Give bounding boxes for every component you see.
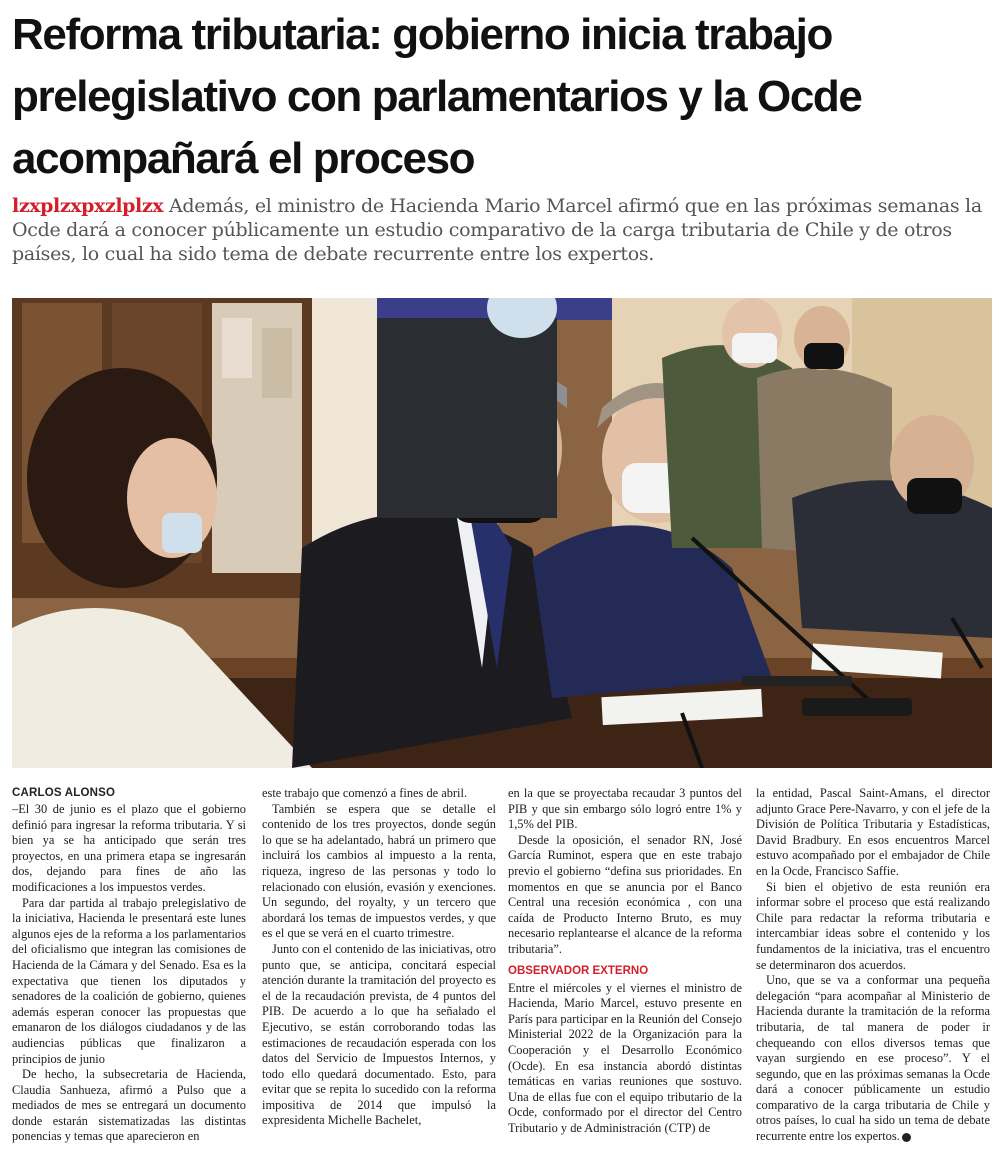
column-3 bbox=[508, 786, 742, 1166]
subhead: OBSERVADOR EXTERNO bbox=[508, 964, 649, 977]
deck-text: Además, el ministro de Hacienda Mario Marcel afirmó que en las próximas semanas la Ocde dará a conocer públicamente un estudio comparativo de la carga tributaria de Chile y de otros países, lo cual ha sido tema de debate recurrente entre los expertos. bbox=[12, 195, 982, 265]
paragraph: Desde la oposición, el senador RN, José García Ruminot, espera que en este trabajo previo el gobierno “defina sus prioridades. En momentos en que se anuncia por el Banco Central una recesión económica , con una caída de Producto Interno Bruto, es muy necesario replantearse el alcance de la reforma tributaria”. bbox=[508, 832, 742, 956]
paragraph: Si bien el objetivo de esta reunión era informar sobre el proceso que está realizando Chile para redactar la reforma tributaria e intercambiar ideas sobre el contenido y los fundamentos de la iniciativa, tras el encuentro se determinaron dos acuerdos. bbox=[756, 879, 990, 972]
paragraph: Para dar partida al trabajo prelegislativo de la iniciativa, Hacienda le presentará este lunes algunos ejes de la reforma a los parlamentarios del oficialismo que integran las comisiones de Hacienda de la Cámara y del Senado. Esa es la expectativa que tienen los diputados y senadores de la coalición de gobierno, quienes además esperan conocer las propuestas que emanaron de los diálogos ciudadanos y de las audiencias públicas que finalizaron a principios de junio bbox=[12, 895, 246, 1066]
paragraph: –El 30 de junio es el plazo que el gobierno definió para ingresar la reforma tributaria. Y si bien ya se ha anticipado que serán tres proyectos, en una primera etapa se ingresarán dos, dejando para fines de año las modificaciones a los impuestos verdes. bbox=[12, 802, 246, 894]
column-2 bbox=[262, 786, 496, 1166]
paragraph: También se espera que se detalle el contenido de los tres proyectos, donde según lo que se ha adelantado, habrá un primero que incluirá los cambios al impuesto a la renta, riqueza, ingreso de las personas y todo lo relacionado con elusión, evasión y exenciones. Un segundo, del royalty, y un tercero que abordará los temas de impuestos verdes, y que es el que se verá en el cuarto trimestre. bbox=[262, 801, 496, 941]
paragraph: este trabajo que comenzó a fines de abril. bbox=[262, 786, 468, 800]
article-body bbox=[12, 786, 992, 1166]
headline: Reforma tributaria: gobierno inicia trabajo prelegislativo con parlamentarios y la Ocde acompañará el proceso bbox=[12, 10, 862, 183]
deck bbox=[12, 194, 988, 266]
paragraph-text: Uno, que se va a conformar una pequeña delegación “para acompañar al Ministerio de Hacienda durante la tramitación de la reforma tributaria, de tal manera de poder ir chequeando con ellos diversos temas que vayan surgiendo en ese proceso”. Y el segundo, que en las próximas semanas la Ocde dará a conocer públicamente un estudio comparativo de la carga tributaria de Chile y otros países, lo cual ha sido un tema de debate recurrente entre los expertos. bbox=[756, 973, 990, 1144]
paragraph bbox=[756, 973, 990, 1145]
paragraph: De hecho, la subsecretaria de Hacienda, Claudia Sanhueza, afirmó a Pulso que a mediados de mes se entregará un documento donde estarán sistematizadas las distintas ponencias y temas que aparecieron en bbox=[12, 1067, 246, 1144]
paragraph: la entidad, Pascal Saint-Amans, el director adjunto Grace Pere-Navarro, y con el jefe de la División de Política Tributaria y Estadísticas, David Bradbury. En esos encuentros Marcel estuvo acompañado por el embajador de Chile en la Ocde, Francisco Saffie. bbox=[756, 786, 990, 878]
column-4 bbox=[756, 786, 990, 1166]
end-of-article-icon bbox=[902, 1133, 911, 1142]
kicker: lzxplzxpxzlplzx bbox=[12, 195, 164, 217]
paragraph: en la que se proyectaba recaudar 3 puntos del PIB y que sin embargo sólo logró entre 1% y 1,5% del PIB. bbox=[508, 786, 742, 832]
paragraph: Junto con el contenido de las iniciativas, otro punto que, se anticipa, concitará especial atención durante la tramitación del proyecto es el de la recaudación prevista, de 4 puntos del PIB. De acuerdo a lo que ha señalado el Ejecutivo, se están corroborando todas las estimaciones de recaudación esperada con los datos del Servicio de Impuestos Internos, y todo ello quedará documentado. Esto, para evitar que se repita lo sucedido con la reforma impositiva de 2014 que impulsó la expresidenta Michelle Bachelet, bbox=[262, 941, 496, 1128]
byline: CARLOS ALONSO bbox=[12, 787, 116, 799]
paragraph: Entre el miércoles y el viernes el ministro de Hacienda, Mario Marcel, estuvo presente en París para participar en la Reunión del Consejo Ministerial 2022 de la Organización para la Cooperación y el Desarrollo Económico (Ocde). En esa instancia abordó distintas temáticas en varias reuniones que sostuvo. Una de ellas fue con el equipo tributario de la Ocde, conformado por el director del Centro Tributario y de Administración (CTP) de bbox=[508, 980, 742, 1135]
column-1 bbox=[12, 786, 246, 1166]
article-photo bbox=[12, 298, 992, 768]
